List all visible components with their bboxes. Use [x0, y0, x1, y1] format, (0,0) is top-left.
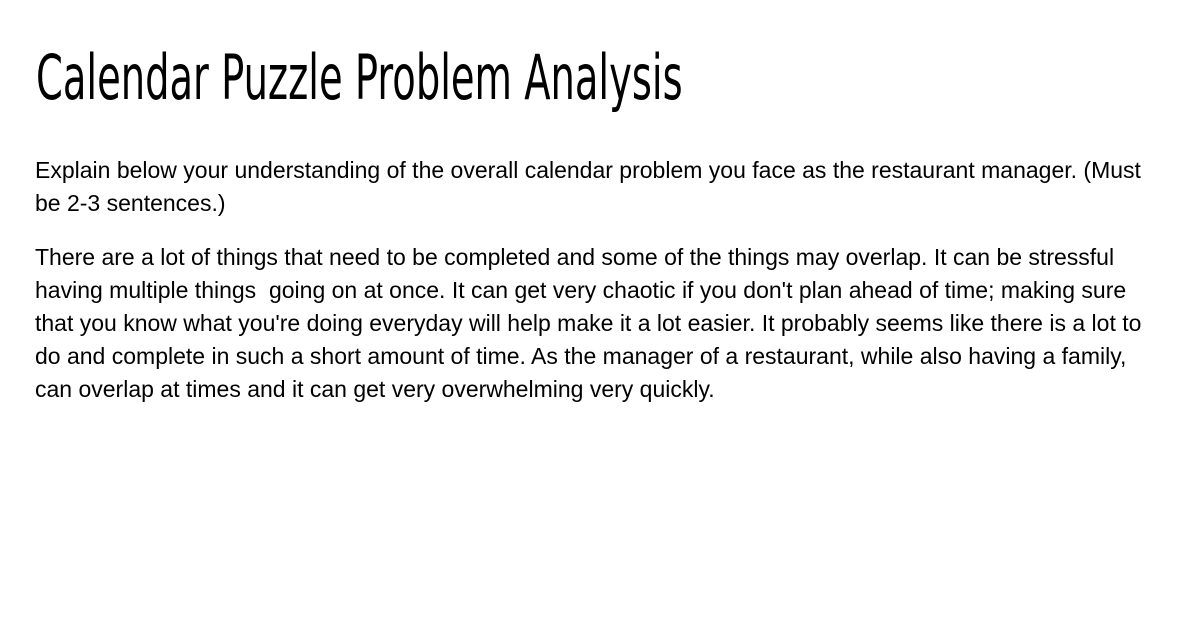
- prompt-paragraph: Explain below your understanding of the overall calendar problem you face as the restaurant manager. (Must be 2-3 sentences.): [35, 157, 1141, 216]
- answer-paragraph: There are a lot of things that need to be completed and some of the things may overlap. It can be stressful having multiple things going on at once. It can get very chaotic if you don't plan ahead of time; making sure that you know what you're doing everyday will help make it a lot easier. It probably seems like there is a lot to do and complete in such a short amount of time. As the manager of a restaurant, while also having a family, can overlap at times and it can get very overwhelming very quickly.: [35, 244, 1148, 402]
- slide-body: [35, 154, 1155, 406]
- slide-title: Calendar Puzzle Problem Analysis: [36, 41, 683, 114]
